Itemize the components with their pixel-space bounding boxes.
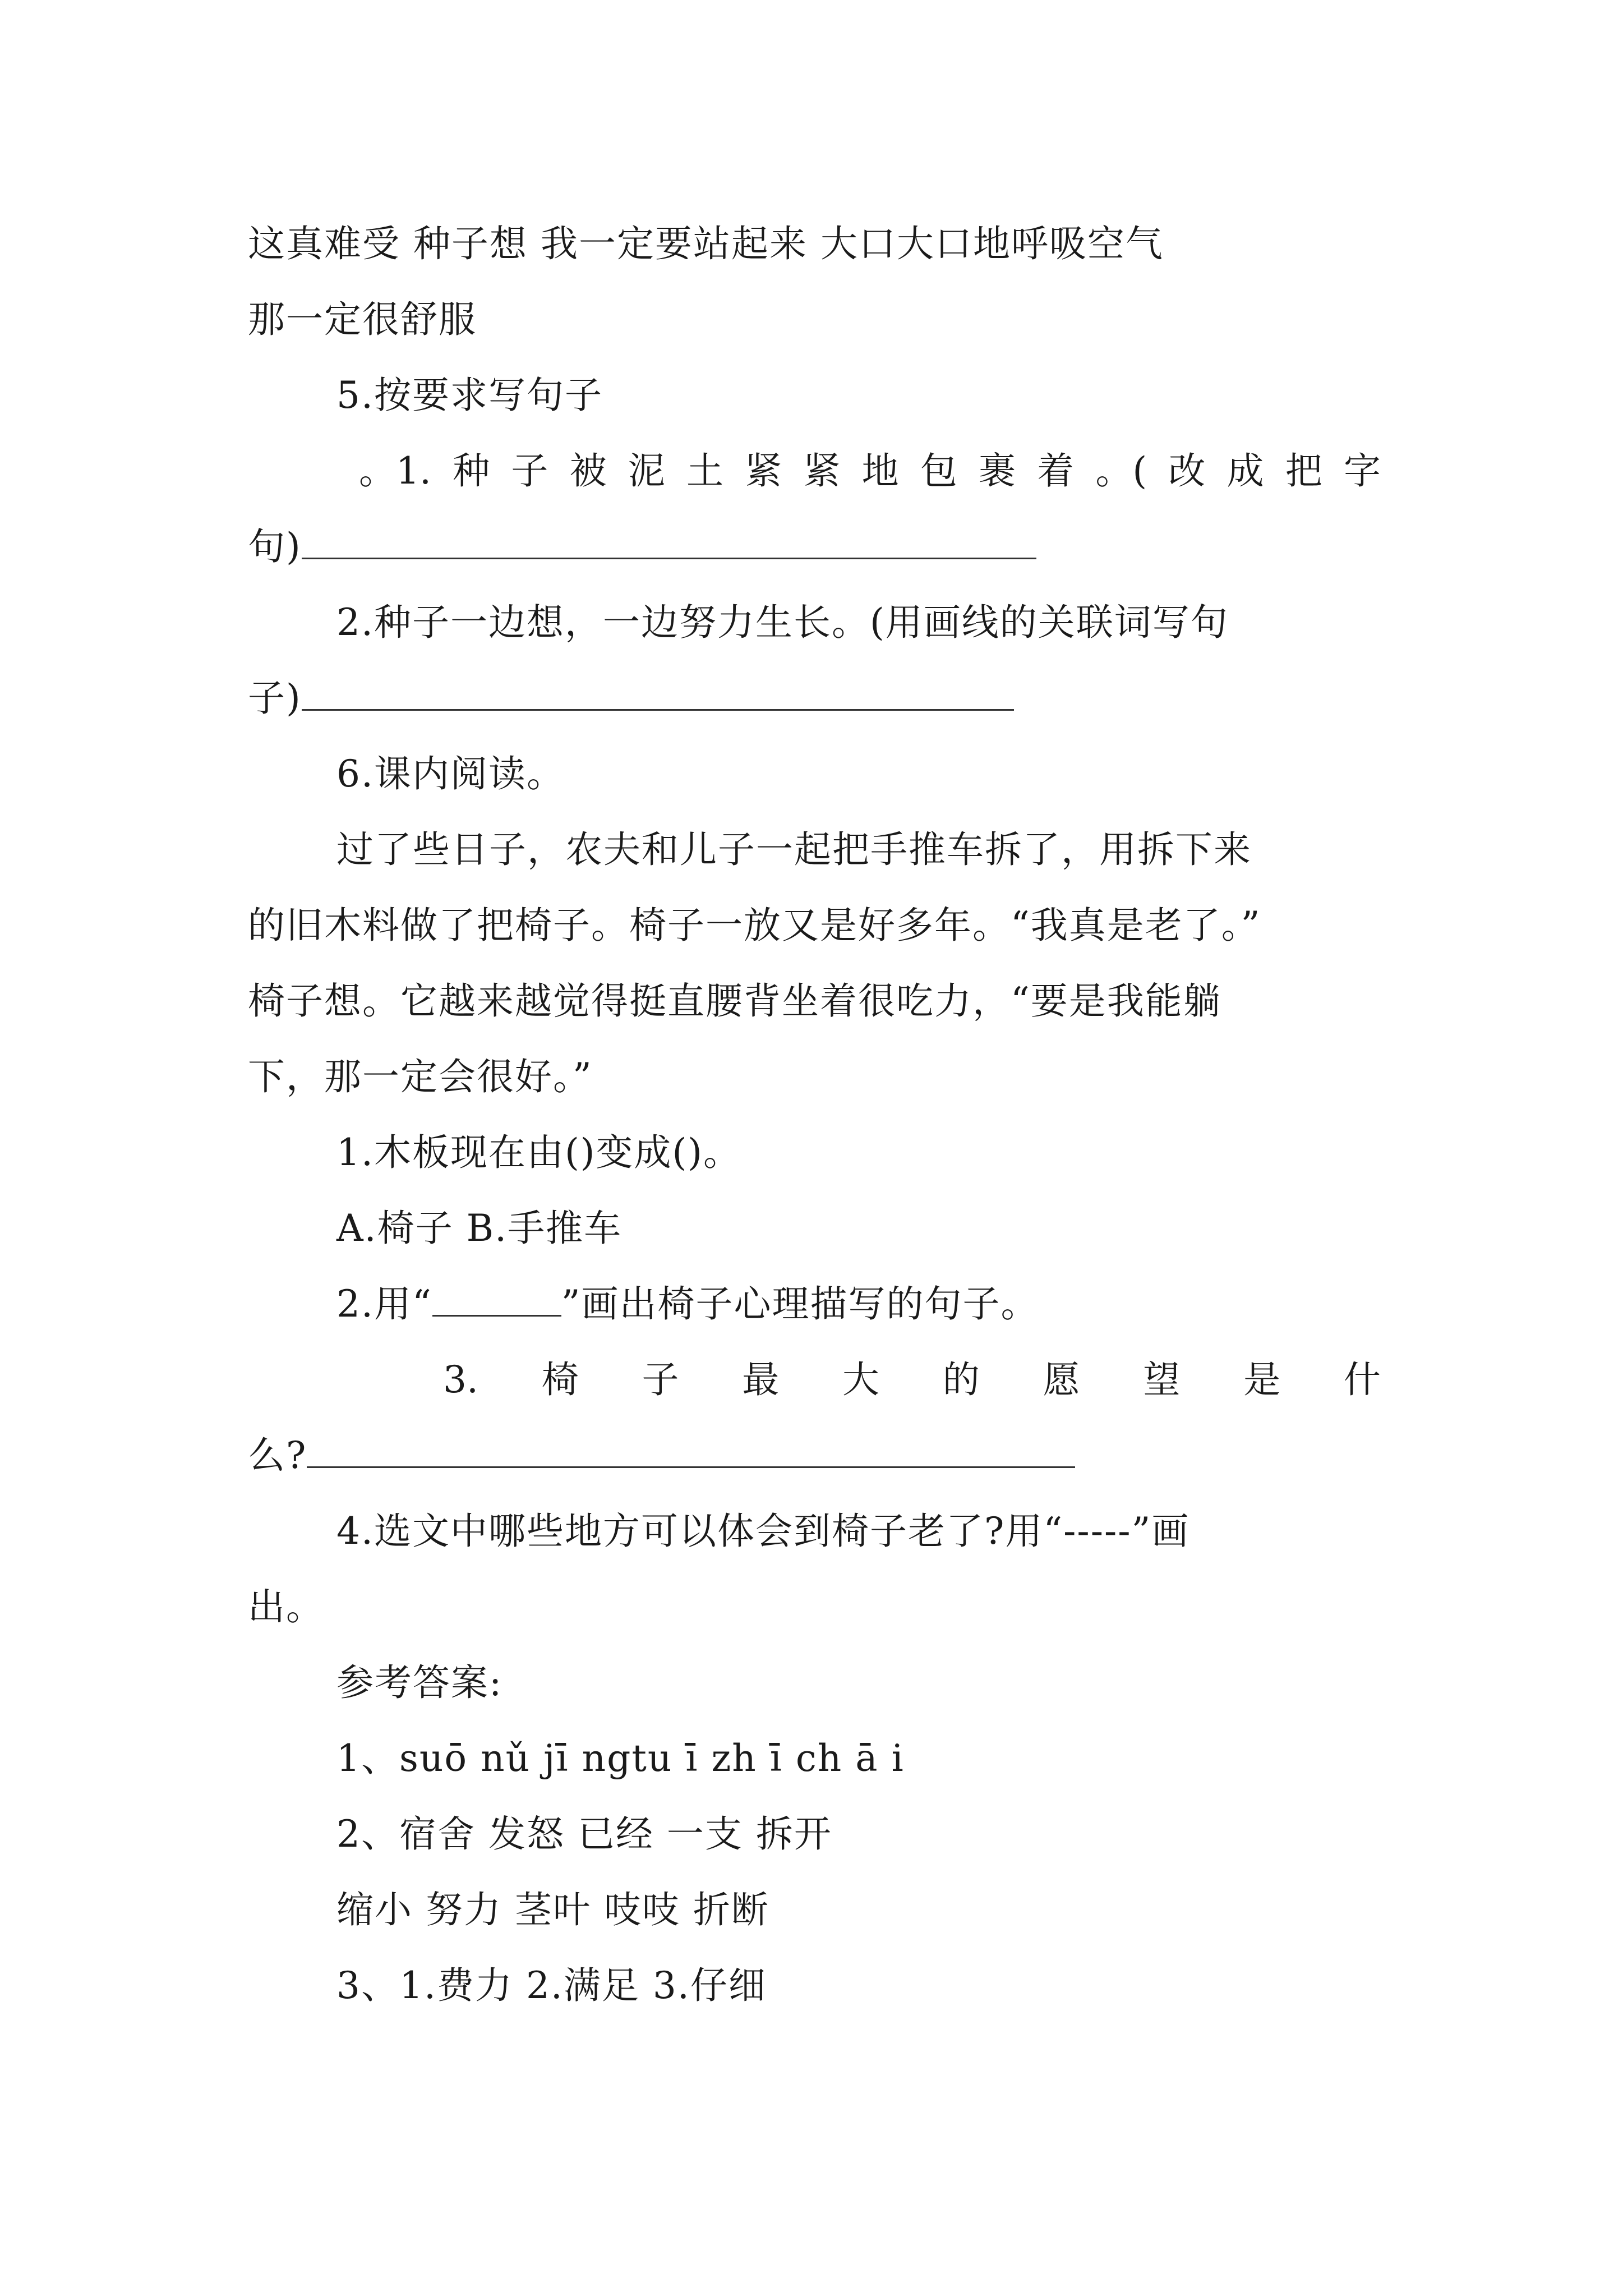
answer-blank[interactable] [302,674,1014,711]
word: 裹 [979,449,1016,493]
answers-heading: 参考答案: [336,1661,503,1704]
word: 泥 [628,449,665,493]
question-heading: 6.课内阅读。 [336,752,565,795]
word: 子 [642,1358,679,1401]
answer-line [248,673,1014,724]
word: 望 [1143,1358,1181,1401]
passage-line: 椅子想。它越来越觉得挺直腰背坐着很吃力，“要是我能躺 [248,979,1221,1023]
passage-line: 下，那一定会很好。” [248,1055,593,1098]
line-lead: 么? [248,1434,307,1477]
word: 椅 [541,1358,579,1401]
question-line: 2.种子一边想，一边努力生长。(用画线的关联词写句 [336,601,1229,644]
answer-line [248,522,1036,572]
word: 紧 [803,449,841,493]
answer-blank[interactable] [307,1432,1075,1468]
line-lead: 句) [248,525,302,568]
text-line: 这真难受 种子想 我一定要站起来 大口大口地呼吸空气 [248,222,1164,265]
question-line [359,446,1381,496]
word: 地 [861,449,899,493]
answer-blank[interactable] [302,523,1036,559]
word: 种 [453,449,490,493]
answer-line [248,1430,1075,1481]
word: 改 [1168,449,1206,493]
passage-line: 的旧木料做了把椅子。椅子一放又是好多年。“我真是老了。” [248,904,1261,947]
text-part: 2.用“ [336,1282,432,1326]
question-line [336,1279,1039,1329]
word: 包 [920,449,957,493]
word: 什 [1343,1358,1381,1401]
answer-item: 3、1.费力 2.满足 3.仔细 [336,1964,767,2007]
question-line: 出。 [248,1585,324,1628]
question-line [443,1355,1381,1405]
word: 。( [1095,449,1147,493]
word: 最 [742,1358,780,1401]
word: 着 [1037,449,1075,493]
word: 成 [1227,449,1264,493]
word: 被 [569,449,607,493]
question-heading: 5.按要求写句子 [336,374,603,417]
question-line: 4.选文中哪些地方可以体会到椅子老了?用“-----”画 [336,1510,1190,1553]
word: 大 [842,1358,880,1401]
text-line: 那一定很舒服 [248,298,477,341]
word: 。1. [359,449,431,493]
options-line: A.椅子 B.手推车 [336,1207,623,1250]
word: 子 [511,449,548,493]
line-lead: 子) [248,677,302,720]
answer-item: 2、宿舍 发怒 已经 一支 拆开 [336,1812,832,1856]
word: 字 [1343,449,1381,493]
word: 把 [1285,449,1322,493]
underline-mark [432,1282,561,1317]
answer-item: 缩小 努力 茎叶 吱吱 折断 [336,1888,769,1931]
word: 愿 [1043,1358,1080,1401]
word: 3. [443,1358,478,1401]
text-part: ”画出椅子心理描写的句子。 [561,1282,1039,1326]
answer-item: 1、suō nǔ jī ngtu ī zh ī ch ā i [336,1737,905,1780]
passage-line: 过了些日子，农夫和儿子一起把手推车拆了，用拆下来 [336,828,1252,871]
word: 紧 [745,449,782,493]
word: 土 [686,449,723,493]
word: 是 [1243,1358,1281,1401]
question-line: 1.木板现在由()变成()。 [336,1131,741,1174]
word: 的 [942,1358,980,1401]
